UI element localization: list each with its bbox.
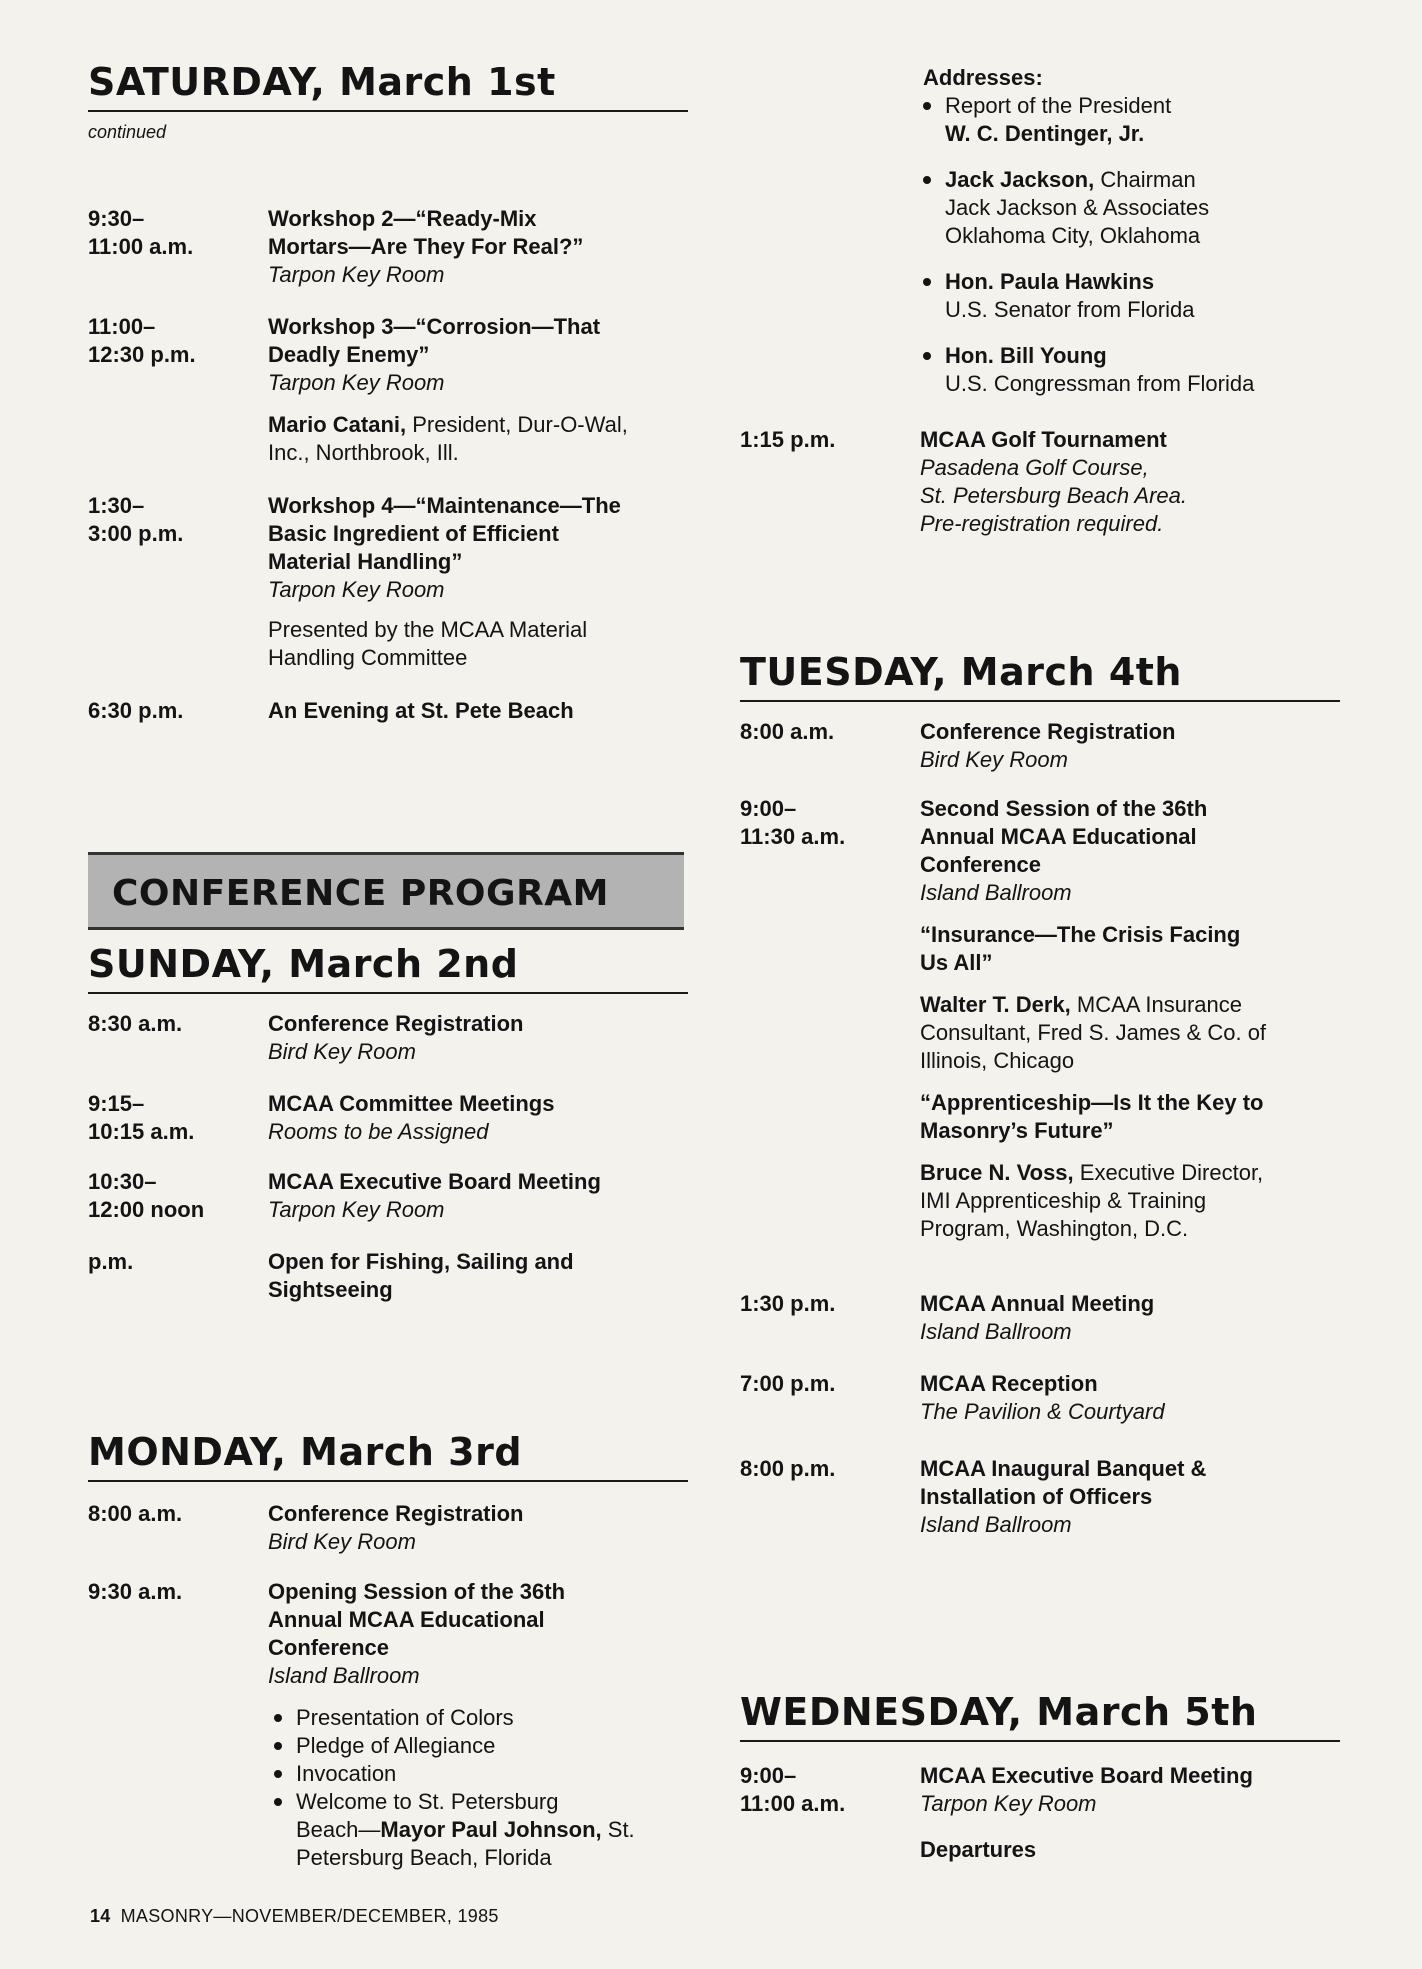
right-column	[740, 0, 1340, 1900]
tuesday-title: TUESDAY, March 4th	[740, 650, 1340, 702]
schedule-item: 7:00 p.m. MCAA Reception The Pavilion & Courtyard	[740, 1371, 1165, 1424]
list-item: Presentation of Colors	[268, 1704, 688, 1732]
continued-label: continued	[88, 122, 167, 142]
list-item: Pledge of Allegiance	[268, 1732, 688, 1760]
list-item: Invocation	[268, 1760, 688, 1788]
list-item: Hon. Paula Hawkins U.S. Senator from Florida	[917, 268, 1343, 324]
list-item: Report of the President W. C. Dentinger, Jr.	[917, 92, 1343, 148]
addresses-block	[923, 64, 1343, 398]
schedule-item: 11:00– 12:30 p.m. Workshop 3—“Corrosion—That Deadly Enemy” Tarpon Key Room Mario Catani, President, Dur-O-Wal, Inc., Northbrook, Ill.	[88, 314, 628, 465]
schedule-item: 1:15 p.m. MCAA Golf Tournament Pasadena Golf Course, St. Petersburg Beach Area. Pre-registration required.	[740, 427, 1187, 536]
list-item: Welcome to St. Petersburg Beach—Mayor Paul Johnson, St. Petersburg Beach, Florida	[268, 1788, 688, 1872]
publication-line: MASONRY—NOVEMBER/DECEMBER, 1985	[120, 1906, 499, 1926]
sunday-title: SUNDAY, March 2nd	[88, 942, 688, 994]
monday-title: MONDAY, March 3rd	[88, 1430, 688, 1482]
schedule-item: 9:00– 11:30 a.m. Second Session of the 36th Annual MCAA Educational Conference Island Ballroom “Insurance—The Crisis Facing Us All” Walter T. Derk, MCAA Insurance Consultant, Fred S. James & Co. of Illinois, Chicago “Apprenticeship—Is It the Key to Masonry’s Future” Bruce N. Voss, Executive Director, IMI Apprenticeship & Training Program, Washington, D.C.	[740, 796, 1267, 1241]
schedule-item: p.m. Open for Fishing, Sailing and Sightseeing	[88, 1249, 574, 1302]
schedule-item: 9:00– 11:00 a.m. MCAA Executive Board Meeting Tarpon Key Room Departures	[740, 1763, 1253, 1862]
schedule-item: 1:30– 3:00 p.m. Workshop 4—“Maintenance—The Basic Ingredient of Efficient Material Handling” Tarpon Key Room Presented by the MCAA Material Handling Committee	[88, 493, 621, 670]
page-footer	[90, 1906, 499, 1927]
schedule-item: 9:30– 11:00 a.m. Workshop 2—“Ready-Mix Mortars—Are They For Real?” Tarpon Key Room	[88, 206, 584, 287]
schedule-item: 8:30 a.m. Conference Registration Bird Key Room	[88, 1011, 524, 1064]
schedule-item: 6:30 p.m. An Evening at St. Pete Beach	[88, 698, 574, 723]
page-number: 14	[90, 1906, 111, 1926]
schedule-item: 1:30 p.m. MCAA Annual Meeting Island Ballroom	[740, 1291, 1155, 1344]
schedule-item: 9:15– 10:15 a.m. MCAA Committee Meetings Rooms to be Assigned	[88, 1091, 555, 1144]
ceremony-list	[268, 1704, 688, 1872]
conference-program-banner: CONFERENCE PROGRAM	[88, 852, 684, 930]
list-item: Jack Jackson, Chairman Jack Jackson & Associates Oklahoma City, Oklahoma	[917, 166, 1343, 250]
list-item: Hon. Bill Young U.S. Congressman from Florida	[917, 342, 1343, 398]
schedule-item: 8:00 a.m. Conference Registration Bird Key Room	[88, 1501, 524, 1554]
schedule-item: 10:30– 12:00 noon MCAA Executive Board Meeting Tarpon Key Room	[88, 1169, 601, 1222]
saturday-title: SATURDAY, March 1st	[88, 60, 688, 112]
left-column	[88, 60, 688, 1900]
schedule-item: 8:00 a.m. Conference Registration Bird Key Room	[740, 719, 1176, 772]
schedule-item: 9:30 a.m. Opening Session of the 36th Annual MCAA Educational Conference Island Ballroom Presentation of Colors Pledge of Allegiance Invocation Welcome to St. Petersburg Beach—Mayor Paul Johnson, St. Petersburg Beach, Florida	[88, 1578, 688, 1872]
schedule-item: 8:00 p.m. MCAA Inaugural Banquet & Installation of Officers Island Ballroom	[740, 1456, 1207, 1537]
wednesday-title: WEDNESDAY, March 5th	[740, 1690, 1340, 1742]
addresses-label: Addresses:	[923, 65, 1043, 90]
